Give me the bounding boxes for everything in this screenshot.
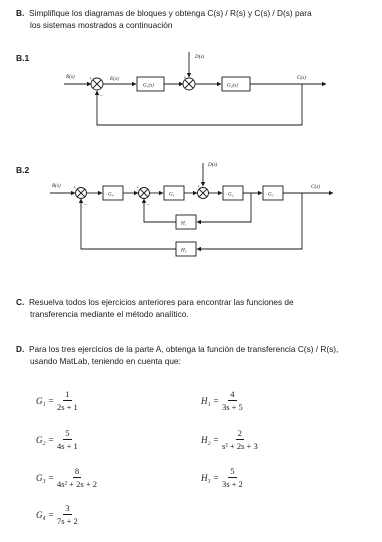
- section-c-line2: transferencia mediante el método analítico.: [30, 308, 189, 319]
- equation-g1: G₁ = $\frac{1}{2s + 1}$: [36, 389, 78, 412]
- equation-g2: G₂ = $\frac{5}{4s + 1}$: [36, 428, 78, 451]
- b2-plus-sign-1: +: [73, 186, 77, 191]
- b2-g1-label: G₁: [169, 191, 175, 198]
- b1-g1-label: G₁(s): [143, 82, 155, 89]
- diagram-b1-label: B.1: [16, 53, 30, 63]
- equation-g4: G₄ = $\frac{3}{7s + 2}$: [36, 503, 78, 526]
- section-b-line2: los sistemas mostrados a continuación: [30, 19, 173, 30]
- b1-g2-label: G₂(s): [227, 82, 239, 89]
- b1-plus-sign: +: [89, 77, 93, 82]
- b2-plus-sign-3: +: [197, 185, 201, 190]
- equation-h1: H₁ = $\frac{4}{3s + 5}$: [201, 389, 243, 412]
- b1-e-label: E(s): [110, 76, 119, 82]
- b1-r-label: R(s): [66, 74, 75, 80]
- b2-minus-sign-1: −: [83, 202, 88, 208]
- diagram-b2-label: B.2: [16, 165, 30, 175]
- b2-c-label: C(s): [311, 184, 320, 190]
- section-c-text: [16, 297, 368, 320]
- b1-minus-sign: −: [99, 93, 104, 99]
- b2-h1-label: H₁: [181, 220, 187, 227]
- equation-g3: G₃ = $\frac{8}{\text{4s² + 2s + 2}}$: [36, 466, 97, 489]
- b2-minus-sign-2: −: [146, 202, 151, 208]
- b2-h2-label: H₂: [181, 247, 187, 254]
- b2-plus-sign-2: +: [136, 186, 140, 191]
- b2-g4-label: G₄: [108, 191, 114, 198]
- b2-g3-label: G₃: [268, 191, 274, 198]
- section-c-line1: Resuelva todos los ejercicios anteriores para encontrar las funciones de: [28, 297, 294, 307]
- section-b-label: B.: [16, 8, 25, 18]
- b1-plus-sign-2: +: [183, 76, 187, 81]
- b1-d-label: D(s): [195, 54, 205, 60]
- b2-r-label: R(s): [52, 183, 61, 189]
- section-d-line2: usando MatLab, teniendo en cuenta que:: [30, 355, 181, 366]
- section-d-line1: Para los tres ejercicios de la parte A, obtenga la función de transferencia C(s) / R(s),: [28, 344, 339, 354]
- section-b-line1: Simplifique los diagramas de bloques y obtenga C(s) / R(s) y C(s) / D(s) para: [28, 8, 312, 18]
- equation-h2: H₂ = $\frac{2}{\text{s² + 2s + 3}}$: [201, 428, 258, 451]
- equation-h3: H₃ = $\frac{5}{3s + 2}$: [201, 466, 243, 489]
- b2-d-label: D(s): [208, 162, 218, 168]
- b2-g2-label: G₂: [228, 191, 234, 198]
- section-d-text: [16, 344, 372, 367]
- section-c-label: C.: [16, 297, 25, 307]
- section-d-label: D.: [16, 344, 25, 354]
- b1-c-label: C(s): [297, 75, 306, 81]
